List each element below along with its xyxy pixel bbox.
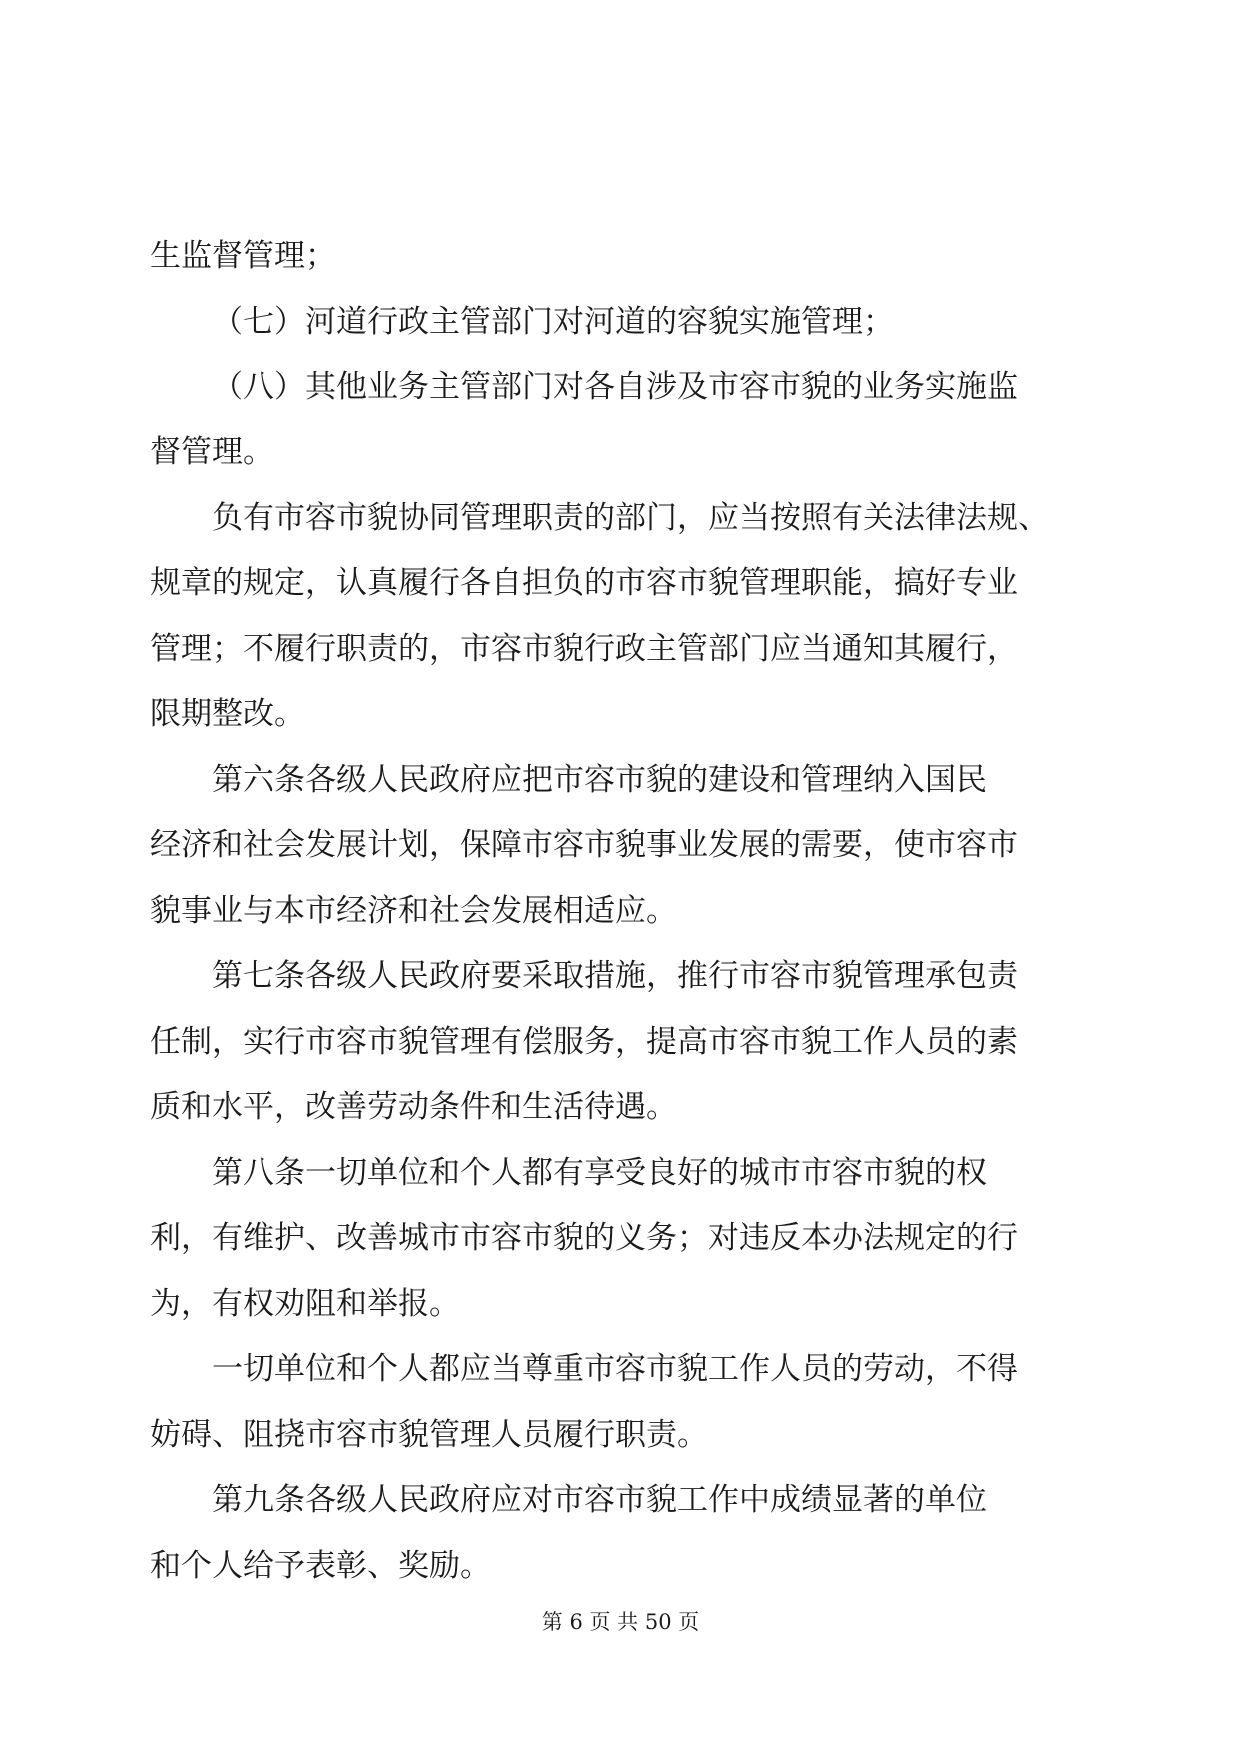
text-line: 利，有维护、改善城市市容市貌的义务；对违反本办法规定的行: [150, 1220, 1018, 1256]
text-line: 督管理。: [150, 434, 274, 470]
text-line: 一切单位和个人都应当尊重市容市貌工作人员的劳动，不得: [212, 1351, 1018, 1387]
text-line: 第六条各级人民政府应把市容市貌的建设和管理纳入国民: [212, 762, 987, 798]
text-line: （七）河道行政主管部门对河道的容貌实施管理；: [212, 304, 894, 340]
text-line: 第九条各级人民政府应对市容市貌工作中成绩显著的单位: [212, 1482, 987, 1518]
text-line: 管理；不履行职责的，市容市貌行政主管部门应当通知其履行，: [150, 631, 1018, 667]
text-line: 和个人给予表彰、奖励。: [150, 1548, 491, 1584]
text-line: 为，有权劝阻和举报。: [150, 1286, 460, 1322]
text-line: 限期整改。: [150, 696, 305, 732]
text-line: 任制，实行市容市貌管理有偿服务，提高市容市貌工作人员的素: [150, 1024, 1018, 1060]
text-line: 貌事业与本市经济和社会发展相适应。: [150, 893, 677, 929]
text-line: 妨碍、阻挠市容市貌管理人员履行职责。: [150, 1417, 708, 1453]
text-line: 负有市容市貌协同管理职责的部门，应当按照有关法律法规、: [212, 500, 1049, 536]
text-line: 第八条一切单位和个人都有享受良好的城市市容市貌的权: [212, 1155, 987, 1191]
text-line: 经济和社会发展计划，保障市容市貌事业发展的需要，使市容市: [150, 827, 1018, 863]
text-line: 第七条各级人民政府要采取措施，推行市容市貌管理承包责: [212, 958, 1018, 994]
text-line: 规章的规定，认真履行各自担负的市容市貌管理职能，搞好专业: [150, 565, 1018, 601]
text-line: 质和水平，改善劳动条件和生活待遇。: [150, 1089, 677, 1125]
page-number-footer: 第 6 页 共 50 页: [541, 1610, 700, 1634]
text-line: 生监督管理；: [150, 238, 336, 274]
text-line: （八）其他业务主管部门对各自涉及市容市貌的业务实施监: [212, 369, 1018, 405]
